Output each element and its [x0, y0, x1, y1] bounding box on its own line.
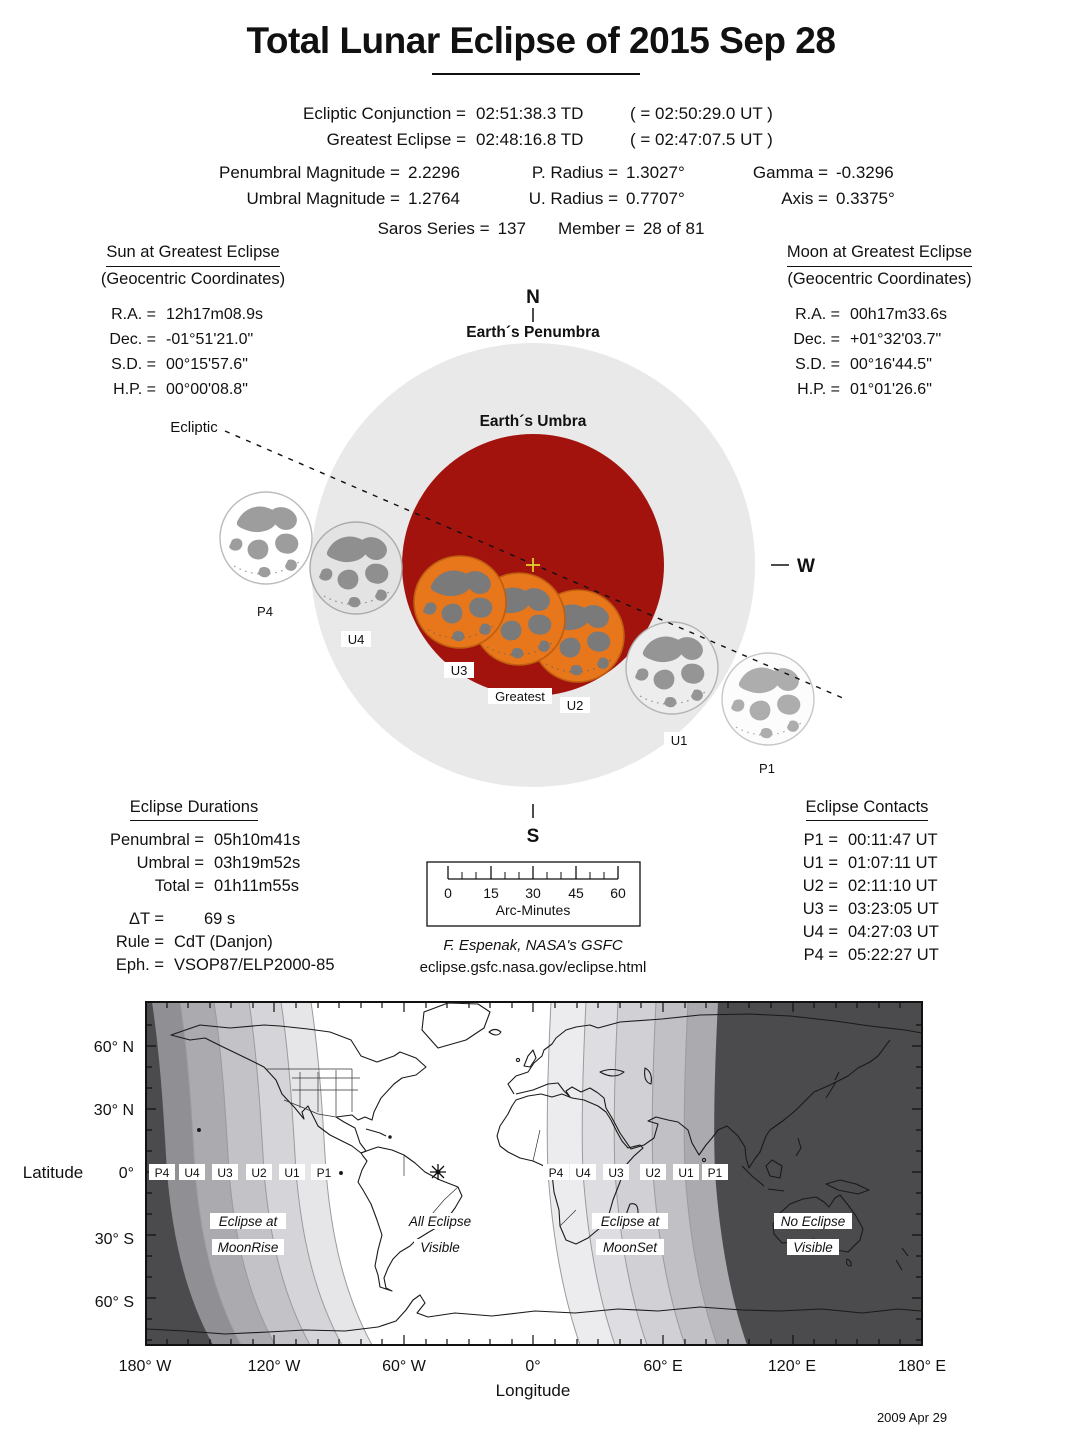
moon-u1 — [626, 622, 718, 714]
map-east-u3: U3 — [608, 1166, 624, 1180]
ephemeris-label: Eph. = — [115, 956, 164, 974]
p-radius-label: P. Radius = — [531, 163, 618, 182]
lat-60n: 60° N — [93, 1039, 134, 1056]
saros-row — [0, 219, 1082, 239]
sun-dec-value: -01°51'21.0" — [166, 331, 254, 348]
member-value: 28 of 81 — [642, 219, 705, 238]
gamma-label: Gamma = — [752, 163, 828, 182]
greatest-td: 02:48:16.8 TD — [476, 130, 584, 149]
scale-tick-0: 0 — [444, 885, 452, 901]
label-u4: U4 — [347, 632, 365, 647]
total-duration-label: Total = — [154, 877, 204, 895]
lon-120w: 120° W — [247, 1358, 301, 1375]
lon-60e: 60° E — [643, 1358, 683, 1375]
u-radius-value: 0.7707° — [626, 189, 685, 208]
scale-tick-45: 45 — [568, 885, 584, 901]
sun-block-subtitle: (Geocentric Coordinates) — [100, 270, 286, 288]
contact-u1-value: 01:07:11 UT — [848, 854, 938, 872]
west-label: W — [797, 556, 815, 577]
contact-p4-value: 05:22:27 UT — [848, 946, 939, 964]
map-east-p1: P1 — [707, 1166, 723, 1180]
label-u1: U1 — [670, 733, 688, 748]
gamma-value: -0.3296 — [836, 163, 894, 182]
eclipse-times — [238, 101, 801, 153]
conjunction-label: Ecliptic Conjunction = — [302, 104, 466, 123]
durations-title: Eclipse Durations — [130, 796, 258, 821]
map-west-p4: P4 — [154, 1166, 170, 1180]
south-label: S — [526, 826, 540, 847]
contact-u2-label: U2 = — [802, 877, 838, 895]
durations-block — [74, 796, 314, 898]
penumbral-duration-value: 05h10m41s — [214, 831, 301, 849]
map-west-u4: U4 — [184, 1166, 200, 1180]
map-east-p4: P4 — [548, 1166, 564, 1180]
hawaii — [198, 1129, 201, 1132]
penumbral-mag-value: 2.2296 — [408, 163, 460, 182]
map-west-p1: P1 — [316, 1166, 332, 1180]
hispaniola — [389, 1136, 391, 1138]
moon-sd-label: S.D. = — [795, 356, 840, 373]
sun-ra-value: 12h17m08.9s — [166, 306, 263, 323]
zone-all-visible-line2: Visible — [420, 1240, 460, 1255]
latitude-tick-labels — [94, 1039, 134, 1311]
penumbra-label: Earth´s Penumbra — [466, 324, 600, 341]
zone-moonset-line1: Eclipse at — [600, 1214, 660, 1229]
conjunction-td: 02:51:38.3 TD — [476, 104, 584, 123]
delta-t-value: 69 s — [204, 910, 236, 928]
umbral-mag-label: Umbral Magnitude = — [246, 189, 400, 208]
map-west-u1: U1 — [284, 1166, 300, 1180]
moon-dec-label: Dec. = — [793, 331, 840, 348]
website-url: eclipse.gsfc.nasa.gov/eclipse.html — [419, 959, 647, 976]
penumbral-mag-label: Penumbral Magnitude = — [219, 163, 400, 182]
moon-block-subtitle: (Geocentric Coordinates) — [787, 270, 972, 288]
lon-60w: 60° W — [382, 1358, 426, 1375]
p-radius-value: 1.3027° — [626, 163, 685, 182]
revision-date: 2009 Apr 29 — [876, 1410, 948, 1425]
zone-all-visible-line1: All Eclipse — [408, 1214, 472, 1229]
lon-0: 0° — [525, 1358, 541, 1375]
umbral-mag-value: 1.2764 — [408, 189, 460, 208]
sun-dec-label: Dec. = — [109, 331, 156, 348]
scale-tick-60: 60 — [610, 885, 626, 901]
lon-180w: 180° W — [118, 1358, 172, 1375]
contact-u4-label: U4 = — [802, 923, 838, 941]
label-u2: U2 — [566, 698, 584, 713]
saros-value: 137 — [497, 219, 526, 238]
moon-ra-value: 00h17m33.6s — [850, 306, 947, 323]
label-p4: P4 — [257, 604, 273, 619]
rule-label: Rule = — [115, 933, 164, 951]
delta-t-label: ΔT = — [128, 910, 164, 928]
eclipse-stats — [170, 160, 920, 212]
galapagos — [340, 1172, 343, 1175]
member-label: Member = — [557, 219, 635, 238]
contact-u1-label: U1 = — [802, 854, 838, 872]
sun-sd-label: S.D. = — [111, 356, 156, 373]
map-west-u3: U3 — [217, 1166, 233, 1180]
zone-moonset-line2: MoonSet — [602, 1240, 658, 1255]
ecliptic-label: Ecliptic — [170, 419, 218, 436]
map-east-u4: U4 — [575, 1166, 591, 1180]
visibility-map — [0, 995, 1082, 1446]
rule-value: CdT (Danjon) — [174, 933, 273, 951]
contact-u3-value: 03:23:05 UT — [848, 900, 939, 918]
saros-label: Saros Series = — [377, 219, 490, 238]
page-title: Total Lunar Eclipse of 2015 Sep 28 — [246, 20, 836, 61]
zone-no-eclipse-line1: No Eclipse — [780, 1214, 846, 1229]
moon-dec-value: +01°32'03.7" — [850, 331, 942, 348]
conjunction-ut: ( = 02:50:29.0 UT ) — [630, 104, 773, 123]
contact-p1-value: 00:11:47 UT — [848, 831, 938, 849]
scale-tick-30: 30 — [525, 885, 541, 901]
contact-p1-label: P1 = — [803, 831, 838, 849]
map-east-u2: U2 — [645, 1166, 661, 1180]
total-duration-value: 01h11m55s — [214, 877, 300, 895]
map-west-u2: U2 — [251, 1166, 267, 1180]
moon-u3 — [414, 556, 506, 648]
lat-30n: 30° N — [93, 1102, 134, 1119]
sublunar-point-star — [430, 1164, 446, 1180]
sun-hp-label: H.P. = — [113, 381, 156, 398]
sun-sd-value: 00°15'57.6" — [166, 356, 248, 373]
longitude-axis-label: Longitude — [495, 1381, 571, 1400]
longitude-tick-labels — [119, 1358, 946, 1375]
moon-u4 — [310, 522, 402, 614]
author-credit: F. Espenak, NASA's GSFC — [443, 937, 623, 954]
penumbral-duration-label: Penumbral = — [109, 831, 204, 849]
north-label: N — [526, 287, 540, 308]
moon-hp-value: 01°01'26.6" — [850, 381, 932, 398]
scale-unit-label: Arc-Minutes — [495, 902, 571, 918]
contact-u3-label: U3 = — [802, 900, 838, 918]
u-radius-label: U. Radius = — [528, 189, 618, 208]
moon-p1 — [722, 653, 814, 745]
sun-block-title: Sun at Greatest Eclipse — [106, 240, 279, 267]
moon-hp-label: H.P. = — [797, 381, 840, 398]
moon-block-title: Moon at Greatest Eclipse — [787, 240, 972, 267]
umbral-duration-label: Umbral = — [136, 854, 204, 872]
moon-p4 — [220, 492, 312, 584]
scale-tick-15: 15 — [483, 885, 499, 901]
zone-no-eclipse-line2: Visible — [793, 1240, 833, 1255]
latitude-axis-label: Latitude — [22, 1163, 84, 1182]
parameters-block — [74, 908, 374, 977]
lat-60s: 60° S — [94, 1294, 134, 1311]
zone-moonrise-line2: MoonRise — [217, 1240, 279, 1255]
lat-0: 0° — [118, 1165, 134, 1182]
lon-180e: 180° E — [897, 1358, 947, 1375]
contacts-title: Eclipse Contacts — [806, 796, 929, 821]
ephemeris-value: VSOP87/ELP2000-85 — [174, 956, 335, 974]
lat-30s: 30° S — [94, 1231, 134, 1248]
title-underline — [432, 73, 640, 75]
greatest-ut: ( = 02:47:07.5 UT ) — [630, 130, 773, 149]
contact-u4-value: 04:27:03 UT — [848, 923, 939, 941]
moon-ra-label: R.A. = — [795, 306, 840, 323]
axis-value: 0.3375° — [836, 189, 895, 208]
umbral-duration-value: 03h19m52s — [214, 854, 301, 872]
umbra-label: Earth´s Umbra — [479, 413, 587, 430]
axis-label: Axis = — [781, 189, 828, 208]
sun-hp-value: 00°00'08.8" — [166, 381, 248, 398]
label-p1: P1 — [759, 761, 775, 776]
label-greatest: Greatest — [495, 689, 545, 704]
arcminute-scale — [427, 862, 640, 926]
contacts-block — [772, 796, 962, 967]
moon-sd-value: 00°16'44.5" — [850, 356, 932, 373]
greatest-label: Greatest Eclipse = — [326, 130, 466, 149]
lon-120e: 120° E — [767, 1358, 817, 1375]
label-u3: U3 — [450, 663, 468, 678]
contact-p4-label: P4 = — [803, 946, 838, 964]
sun-ra-label: R.A. = — [111, 306, 156, 323]
contact-u2-value: 02:11:10 UT — [848, 877, 938, 895]
zone-moonrise-line1: Eclipse at — [218, 1214, 278, 1229]
map-east-u1: U1 — [678, 1166, 694, 1180]
